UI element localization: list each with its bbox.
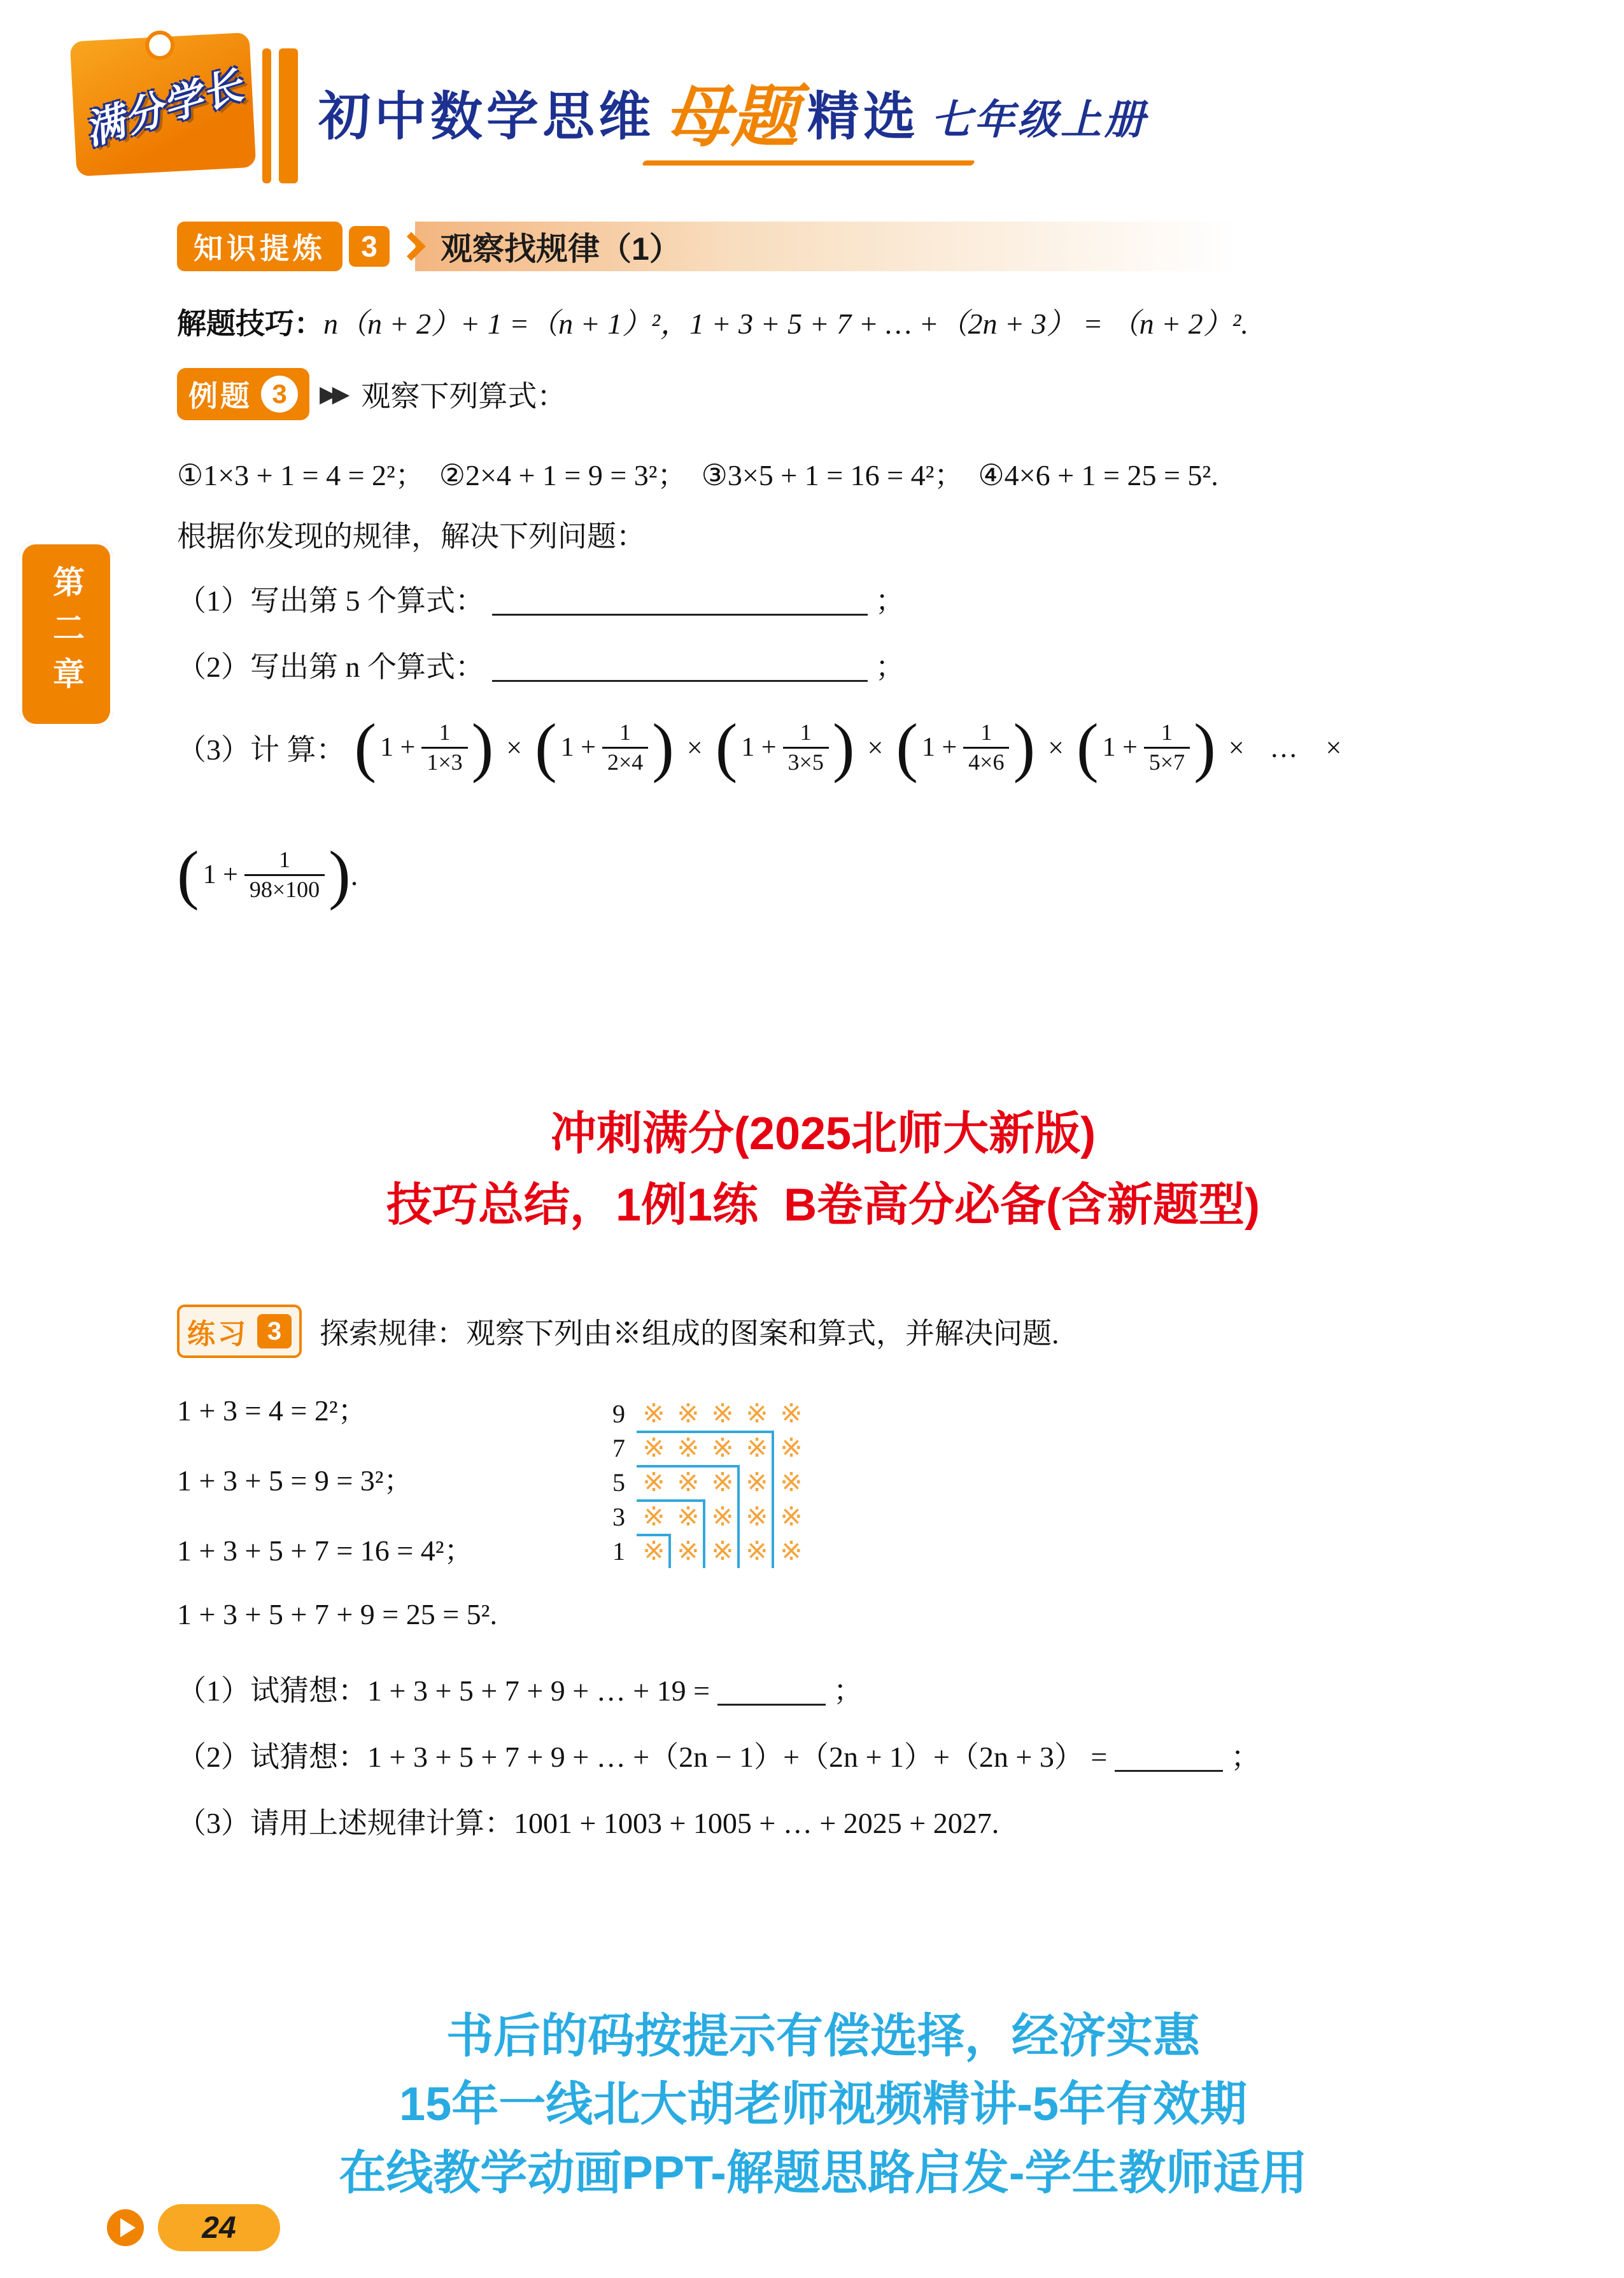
times-separator: × — [867, 732, 884, 763]
open-paren: ( — [715, 711, 738, 784]
equation-line: 1 + 3 + 5 = 9 = 3²； — [177, 1464, 413, 1497]
practice-question — [177, 1672, 1469, 1710]
diagram-row-label: 5 — [612, 1468, 625, 1497]
practice-body — [177, 1387, 1469, 1631]
practice-equations — [177, 1387, 597, 1631]
term-plus: 1 + — [921, 733, 957, 762]
times-separator: × — [506, 732, 523, 763]
section-bar — [177, 222, 1469, 271]
star-icon: ※ — [677, 1537, 700, 1567]
fraction — [963, 719, 1009, 775]
question-punct: ； — [1231, 1741, 1260, 1774]
practice-question — [177, 1738, 1469, 1776]
equation-line: 1 + 3 + 5 + 7 = 16 = 4²； — [177, 1534, 474, 1567]
diagram-row-label: 7 — [612, 1433, 625, 1462]
page-number-badge: 24 — [158, 2204, 280, 2251]
practice-question — [177, 1804, 1469, 1843]
practice-header — [177, 1305, 1469, 1358]
knowledge-badge: 知识提炼 — [177, 222, 342, 271]
term-body — [199, 846, 329, 903]
calc-row — [177, 711, 1469, 911]
question-text: （1）写出第 5 个算式： — [177, 584, 484, 617]
times-separator: × — [686, 732, 703, 763]
star-icon: ※ — [780, 1399, 803, 1429]
main-content — [177, 222, 1469, 2207]
equation-line: 1 + 3 + 5 + 7 + 9 = 25 = 5². — [177, 1598, 497, 1631]
question-text: （2）写出第 n 个算式： — [177, 651, 484, 683]
brand-logo — [70, 32, 257, 176]
numerator: 1 — [1161, 719, 1173, 746]
denominator: 3×5 — [783, 747, 829, 776]
question-text: （3）请用上述规律计算：1001 + 1003 + 1005 + … + 2025 + 2027. — [177, 1807, 999, 1840]
promo-blue-line: 15年一线北大胡老师视频精讲-5年有效期 — [399, 2077, 1248, 2131]
diagram-row-label: 9 — [612, 1399, 625, 1428]
star-icon: ※ — [677, 1399, 700, 1429]
example-header — [177, 368, 1469, 420]
close-paren: ) — [471, 711, 494, 784]
star-row — [637, 1396, 808, 1431]
book-title — [318, 75, 1148, 155]
open-paren: ( — [177, 838, 199, 911]
star-icon: ※ — [745, 1537, 768, 1567]
promo-blue-line: 在线教学动画PPT-解题思路启发-学生教师适用 — [339, 2146, 1308, 2199]
knowledge-badge-number: 3 — [349, 226, 390, 267]
book-title-mid: 精选 — [807, 88, 920, 146]
denominator: 4×6 — [963, 747, 1009, 776]
book-title-suffix: 七年级上册 — [931, 97, 1148, 143]
times-separator: × — [1228, 732, 1245, 763]
star-icon: ※ — [642, 1468, 665, 1498]
star-icon: ※ — [745, 1468, 768, 1498]
diagram-row-label: 3 — [612, 1502, 625, 1531]
example-intro: 观察下列算式： — [361, 380, 567, 413]
star-icon: ※ — [780, 1468, 803, 1498]
example-equations-line: ①1×3 + 1 = 4 = 2²； ②2×4 + 1 = 9 = 3²； ③3×5 + 1 = 16 = 4²； ④4×6 + 1 = 25 = 5². — [177, 459, 1218, 492]
promo-red — [177, 1099, 1469, 1241]
practice-intro: 探索规律：观察下列由※组成的图案和算式，并解决问题. — [320, 1317, 1059, 1350]
term-plus: 1 + — [1102, 733, 1138, 762]
close-paren: ) — [1013, 711, 1036, 784]
fraction-term — [1076, 711, 1216, 784]
page-footer — [107, 2204, 280, 2251]
open-paren: ( — [896, 711, 918, 784]
close-paren: ) — [1194, 711, 1216, 784]
example-badge — [177, 368, 309, 420]
fraction — [783, 719, 829, 775]
term-body — [1099, 719, 1194, 775]
book-title-prefix: 初中数学思维 — [318, 88, 655, 146]
example-instruction: 根据你发现的规律，解决下列问题： — [177, 520, 646, 553]
chapter-tab-label: 第二章 — [48, 565, 84, 703]
fill-question — [177, 582, 1469, 620]
question-punct: ； — [833, 1674, 863, 1708]
term-plus: 1 + — [202, 860, 238, 889]
section-title: 观察找规律（1） — [415, 222, 1469, 271]
example-fill-questions — [177, 582, 1469, 686]
fill-question — [177, 648, 1469, 686]
promo-blue — [177, 2002, 1469, 2207]
period: . — [350, 858, 358, 891]
star-icon: ※ — [677, 1503, 700, 1532]
times-separator: × — [1325, 732, 1342, 763]
open-paren: ( — [354, 711, 377, 784]
star-icon: ※ — [677, 1468, 700, 1498]
calc-label: （3）计 算： — [177, 733, 346, 766]
numerator: 1 — [800, 719, 812, 746]
numerator: 1 — [619, 719, 632, 746]
question-text: （1）试猜想：1 + 3 + 5 + 7 + 9 + … + 19 = — [177, 1674, 710, 1708]
star-icon: ※ — [677, 1434, 700, 1464]
fraction-term — [535, 711, 674, 784]
chapter-tab — [19, 541, 113, 727]
denominator: 98×100 — [244, 874, 325, 903]
denominator: 5×7 — [1144, 747, 1190, 776]
ellipsis: … — [1269, 732, 1301, 763]
practice-badge-number: 3 — [257, 1314, 292, 1348]
close-paren: ) — [652, 711, 674, 784]
fraction-term — [354, 711, 494, 784]
answer-blank[interactable] — [1115, 1741, 1223, 1772]
fraction — [602, 719, 648, 775]
technique-line — [177, 301, 1469, 343]
star-icon: ※ — [711, 1537, 734, 1567]
example-badge-label: 例题 — [188, 379, 252, 413]
star-icon: ※ — [745, 1399, 768, 1429]
practice-questions — [177, 1672, 1469, 1843]
fraction-term — [896, 711, 1036, 784]
promo-red-line: 冲刺满分(2025北师大新版) — [550, 1108, 1096, 1159]
star-icon: ※ — [780, 1503, 803, 1532]
practice-badge — [177, 1305, 302, 1358]
term-body — [918, 719, 1013, 775]
gnomon-line — [637, 1431, 774, 1568]
stars-area — [637, 1396, 808, 1568]
diagram-labels — [597, 1396, 625, 1568]
fraction — [421, 719, 467, 775]
fraction-term — [177, 838, 351, 911]
star-icon: ※ — [745, 1434, 768, 1464]
denominator: 2×4 — [602, 747, 648, 776]
fraction — [244, 846, 325, 903]
star-icon: ※ — [711, 1468, 734, 1498]
star-icon: ※ — [711, 1503, 734, 1532]
play-icon — [107, 2209, 144, 2246]
promo-blue-line: 书后的码按提示有偿选择，经济实惠 — [446, 2009, 1200, 2063]
question-punct: ； — [875, 651, 905, 683]
star-icon: ※ — [711, 1434, 734, 1464]
diagram-row-label: 1 — [612, 1536, 625, 1566]
term-plus: 1 + — [380, 733, 416, 762]
numerator: 1 — [278, 847, 290, 873]
play-triangle-icon — [120, 2218, 136, 2237]
numerator: 1 — [439, 719, 451, 746]
star-icon: ※ — [642, 1537, 665, 1567]
star-diagram — [597, 1396, 808, 1568]
book-title-accent: 母题 — [663, 80, 799, 155]
technique-label: 解题技巧： — [177, 308, 323, 340]
star-icon: ※ — [745, 1503, 768, 1532]
double-arrow-icon: ▶▶ — [320, 381, 345, 407]
denominator: 1×3 — [421, 747, 467, 776]
question-text: （2）试猜想：1 + 3 + 5 + 7 + 9 + … +（2n − 1）+（2n + 1）+（2n + 3） = — [177, 1741, 1108, 1774]
logo-emblem-icon — [145, 30, 175, 60]
open-paren: ( — [1076, 711, 1099, 784]
equation-line: 1 + 3 = 4 = 2²； — [177, 1394, 367, 1427]
star-icon: ※ — [642, 1503, 665, 1532]
promo-red-line: 技巧总结，1例1练 B卷高分必备(含新题型) — [386, 1179, 1260, 1231]
close-paren: ) — [328, 838, 351, 911]
star-icon: ※ — [780, 1537, 803, 1567]
question-punct: ； — [875, 584, 905, 617]
star-icon: ※ — [642, 1399, 665, 1429]
star-icon: ※ — [642, 1434, 665, 1464]
term-plus: 1 + — [560, 733, 596, 762]
logo-text: 满分学长 — [80, 63, 249, 153]
title-underline — [642, 160, 976, 166]
fraction-term — [715, 711, 855, 784]
technique-formula: n（n + 2）+ 1 =（n + 1）²，1 + 3 + 5 + 7 + … +（2n + 3） = （n + 2）². — [323, 308, 1248, 340]
star-icon: ※ — [711, 1399, 734, 1429]
header-divider-bar-thick — [279, 48, 298, 183]
term-body — [737, 719, 833, 775]
fraction — [1144, 719, 1190, 775]
close-paren: ) — [832, 711, 855, 784]
times-separator: × — [1048, 732, 1064, 763]
answer-blank[interactable] — [492, 585, 868, 616]
answer-blank[interactable] — [717, 1675, 826, 1706]
header-divider-bar-thin — [262, 48, 271, 183]
term-body — [376, 719, 472, 775]
star-icon: ※ — [780, 1434, 803, 1464]
numerator: 1 — [980, 719, 992, 746]
practice-badge-label: 练习 — [187, 1319, 248, 1350]
term-plus: 1 + — [741, 733, 777, 762]
term-body — [557, 719, 653, 775]
example-badge-number: 3 — [261, 376, 298, 413]
open-paren: ( — [535, 711, 557, 784]
answer-blank[interactable] — [492, 651, 868, 682]
